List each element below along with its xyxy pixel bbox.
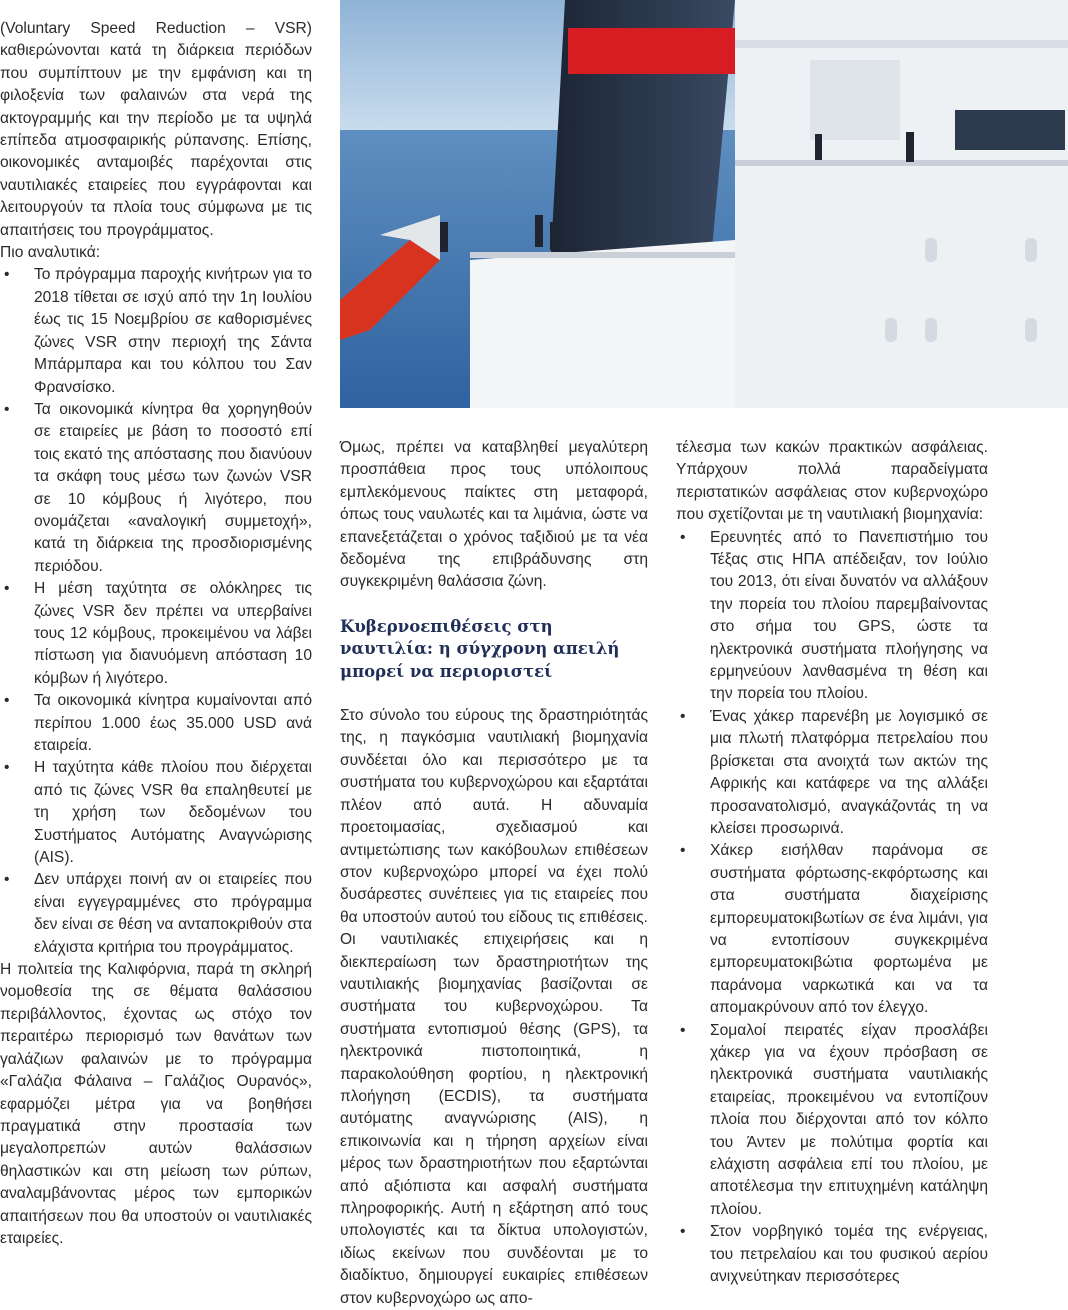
- col1-bullet-list: [0, 264, 312, 959]
- ship-photo: [340, 0, 1068, 408]
- crew-figure: [815, 134, 822, 160]
- col2-paragraph: Στο σύνολο του εύρους της δραστηριότητάς της, η παγκόσμια ναυτιλιακή βιομηχανία συνδέεται όλο και περισσότερο με τα συστήματα του κυβερνοχώρου και εξαρτάται πλέον από αυτά. Η αδυναμία προετοιμασίας, σχεδιασμού και αντιμετώπισης των κακόβουλων επιθέσεων στον κυβερνοχώρο μπορεί να έχει πολύ δυσάρεστες συνέπειες για τις εταιρείες που θα υποστούν αυτού του είδους τις επιθέσεις. Οι ναυτιλιακές επιχειρήσεις και η διεκπεραίωση των δραστηριοτήτων της ναυτιλιακής βιομηχανίας βασίζονται σε συστήματα του κυβερνοχώρου. Τα συστήματα εντοπισμού θέσης (GPS), τα ηλεκτρονικά πιστοποιητικά, η παρακολούθηση φορτίου, η ηλεκτρονική πλοήγηση (ECDIS), τα συστήματα αυτόματης αναγνώρισης (AIS), η επικοινωνία και η τήρηση αρχείων είναι μέρος των δραστηριοτήτων που εξαρτώνται από αξιόπιστα και ασφαλή συστήματα πληροφορικής. Αυτή η εξάρτηση από τους υπολογιστές και τα δίκτυα υπολογιστών, ιδίως εκείνων που συνδέονται με το διαδίκτυο, δημιουργεί ευκαιρίες επιθέσεων στον κυβερνοχώρο ως απο-: [340, 707, 648, 1307]
- crew-figure: [550, 222, 558, 250]
- crew-figure: [535, 215, 543, 247]
- list-item: • Το πρόγραμμα παροχής κινήτρων για το 2018 τίθεται σε ισχύ από την 1η Ιουλίου έως τις 15 Νοεμβρίου σε καθορισμένες ζώνες VSR στην περιοχή της Σάντα Μπάρμπαρα και του κόλπου του Σαν Φρανσίσκο.: [0, 264, 312, 398]
- col1-lead: Πιο αναλυτικά:: [0, 244, 101, 262]
- col1-intro: (Voluntary Speed Reduction – VSR) καθιερώνονται κατά τη διάρκεια περιόδων που συμπίπτουν με την εμφάνιση και τη φιλοξενία των φαλαινών στα νερά της ακτογραμμής και την περίοδο με τα υψηλά επίπεδα ατμοσφαιρικής ρύπανσης. Επίσης, οικονομικές ανταμοιβές παρέχονται στις ναυτιλιακές εταιρείες που εγγράφονται και λειτουργούν τα πλοία τους σύμφωνα με τις απαιτήσεις του προγράμματος.: [0, 20, 312, 239]
- list-item: • Ερευνητές από το Πανεπιστήμιο του Τέξας στις ΗΠΑ απέδειξαν, τον Ιούλιο του 2013, ότι είναι δυνατόν να αλλάξουν την πορεία του πλοίου παρεμβαίνοντας στο σήμα του GPS, ώστε τα ηλεκτρονικά συστήματα πλοήγησης να ερμηνεύουν λανθασμένα τη θέση και την πορεία του πλοίου.: [676, 527, 988, 706]
- lower-deck: [470, 240, 735, 408]
- list-item: • Σομαλοί πειρατές είχαν προσλάβει χάκερ για να έχουν πρόσβαση σε ηλεκτρονικά συστήματα ναυτιλιακής εταιρείας, προκειμένου να εντοπίζουν πλοία που διέρχονται από τον κόλπο του Άντεν με πολύτιμα φορτία και ελάχιστη ασφάλεια επί του πλοίου, με αποτέλεσμα την επιτυχημένη κατάληψη πλοίου.: [676, 1020, 988, 1222]
- list-item: • Η μέση ταχύτητα σε ολόκληρες τις ζώνες VSR δεν πρέπει να υπερβαίνει τους 12 κόμβους, προκειμένου να λάβει πίστωση για διανυόμενη απόσταση 10 κόμβων ή λιγότερο.: [0, 578, 312, 690]
- bridge-window: [955, 110, 1065, 150]
- column-2: [340, 437, 648, 1310]
- list-item: • Χάκερ εισήλθαν παράνομα σε συστήματα φόρτωσης-εκφόρτωσης και στα συστήματα διαχείρισης εμπορευματοκιβωτίων σε ένα λιμάνι, για να εντοπίσουν συγκεκριμένα εμπορευματοκιβώτια φορτωμένα με παράνομα ναρκωτικά και να τα απομακρύνουν από τον έλεγχο.: [676, 840, 988, 1019]
- col3-bullet-list: [676, 527, 988, 1289]
- crew-figure: [440, 222, 448, 252]
- list-item: • Τα οικονομικά κίνητρα κυμαίνονται από περίπου 1.000 έως 35.000 USD ανά εταιρεία.: [0, 690, 312, 757]
- list-item: • Η ταχύτητα κάθε πλοίου που διέρχεται από τις ζώνες VSR θα επαληθευτεί με τη χρήση των δεδομένων του Συστήματος Αυτόματης Αναγνώρισης (AIS).: [0, 757, 312, 869]
- col3-paragraph: τέλεσμα των κακών πρακτικών ασφάλειας. Υπάρχουν πολλά παραδείγματα περιστατικών ασφάλειας στον κυβερνοχώρο που σχετίζονται με τη ναυτιλιακή βιομηχανία:: [676, 439, 988, 524]
- crew-figure: [906, 132, 914, 162]
- list-item: • Ένας χάκερ παρενέβη με λογισμικό σε μια πλωτή πλατφόρμα πετρελαίου που βρίσκεται στα ανοιχτά των ακτών της Αφρικής και κατάφερε να της αλλάξει προσανατολισμό, αναγκάζοντάς τη να κλείσει προσωρινά.: [676, 706, 988, 840]
- ship-illustration: [340, 0, 1068, 408]
- col2-paragraph: Όμως, πρέπει να καταβληθεί μεγαλύτερη προσπάθεια προς τους υπόλοιπους εμπλεκόμενους παίκτες στη μεταφορά, όπως τους ναυλωτές και τα λιμάνια, ώστε να επανεξετάζεται ο χρόνος ταξιδιού με τα νέα δεδομένα της επιβράδυνσης στη συγκεκριμένη θαλάσσια ζώνη.: [340, 439, 648, 591]
- list-item: • Στον νορβηγικό τομέα της ενέργειας, του πετρελαίου και του φυσικού αερίου ανιχνεύτηκαν περισσότερες: [676, 1221, 988, 1288]
- column-1: [0, 18, 312, 1250]
- funnel-red-band: [568, 28, 736, 74]
- list-item: • Δεν υπάρχει ποινή αν οι εταιρείες που είναι εγγεγραμμένες στο πρόγραμμα δεν είναι σε θέση να ανταποκριθούν στα ελάχιστα κριτήρια του προγράμματος.: [0, 869, 312, 959]
- superstructure: [735, 0, 1068, 408]
- section-heading: Κυβερνοεπιθέσεις στη ναυτιλία: η σύγχρονη απειλή μπορεί να περιοριστεί: [340, 616, 620, 681]
- column-3: [676, 437, 988, 1288]
- list-item: • Τα οικονομικά κίνητρα θα χορηγηθούν σε εταιρείες με βάση το ποσοστό επί τοις εκατό της απόστασης που διανύουν τα σκάφη τους μέσω των ζωνών VSR σε 10 κόμβους ή λιγότερο, που ονομάζεται «αναλογική συμμετοχή», κατά τη διάρκεια της προσδιορισμένης περιόδου.: [0, 399, 312, 578]
- col1-outro: Η πολιτεία της Καλιφόρνια, παρά τη σκληρή νομοθεσία της σε θέματα θαλάσσιου περιβάλλοντος, έχοντας ως στόχο τον περαιτέρω περιορισμό των θανάτων των γαλάζιων φαλαινών με το πρόγραμμα «Γαλάζια Φάλαινα – Γαλάζιος Ουρανός», εφαρμόζει μέτρα για να βοηθήσει πραγματικά στην προστασία των μεγαλοπρεπών αυτών θαλάσσιων θηλαστικών και στη μείωση των ρύπων, αναλαμβάνοντας μέρος των εμπορικών απαιτήσεων που θα υποστούν οι ναυτιλιακές εταιρείες.: [0, 961, 312, 1247]
